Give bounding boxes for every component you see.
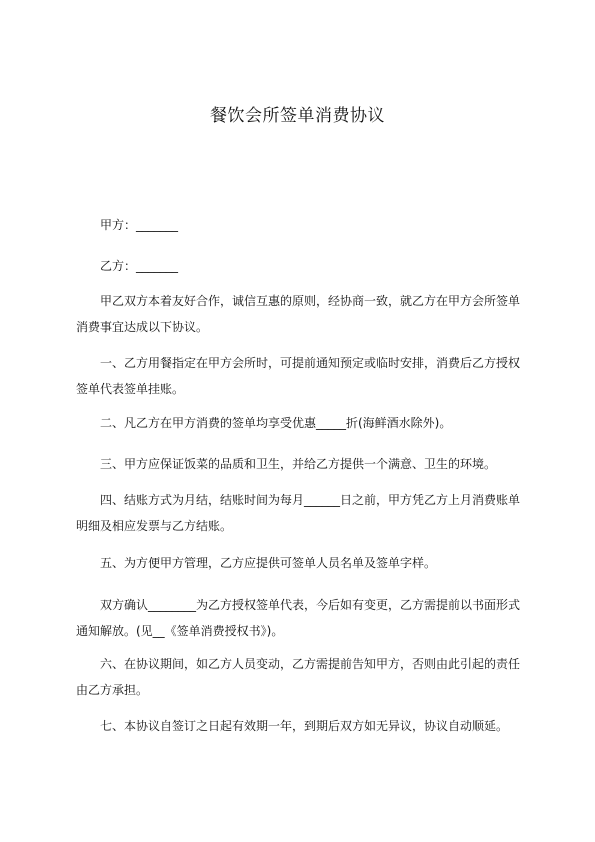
preamble-paragraph: 甲乙双方本着友好合作，诚信互惠的原则，经协商一致，就乙方在甲方会所签单消费事宜达成以下协议。 [76, 294, 521, 334]
document-title: 餐饮会所签单消费协议 [210, 106, 385, 126]
party-a-line: 甲方：_______ [100, 218, 179, 232]
clause-4: 四、结账方式为月结，结账时间为每月______日之前，甲方凭乙方上月消费账单明细及相应发票与乙方结账。 [76, 493, 521, 533]
clause-5: 五、为方便甲方管理，乙方应提供可签单人员名单及签单字样。 [100, 556, 437, 570]
clause-3: 三、甲方应保证饭菜的品质和卫生，并给乙方提供一个满意、卫生的环境。 [100, 457, 497, 471]
party-b-line: 乙方：_______ [100, 259, 179, 273]
clause-2: 二、凡乙方在甲方消费的签单均享受优惠_____折(海鲜酒水除外)。 [100, 416, 452, 430]
clause-6: 六、在协议期间，如乙方人员变动，乙方需提前告知甲方，否则由此引起的责任由乙方承担。 [76, 657, 521, 697]
clause-1: 一、乙方用餐指定在甲方会所时，可提前通知预定或临时安排，消费后乙方授权签单代表签单挂账。 [76, 356, 521, 396]
clause-7: 七、本协议自签订之日起有效期一年，到期后双方如无异议，协议自动顺延。 [100, 719, 509, 733]
signing-representative-paragraph: 双方确认________为乙方授权签单代表，今后如有变更，乙方需提前以书面形式通知解放。(见__《签单消费授权书》)。 [76, 598, 521, 638]
